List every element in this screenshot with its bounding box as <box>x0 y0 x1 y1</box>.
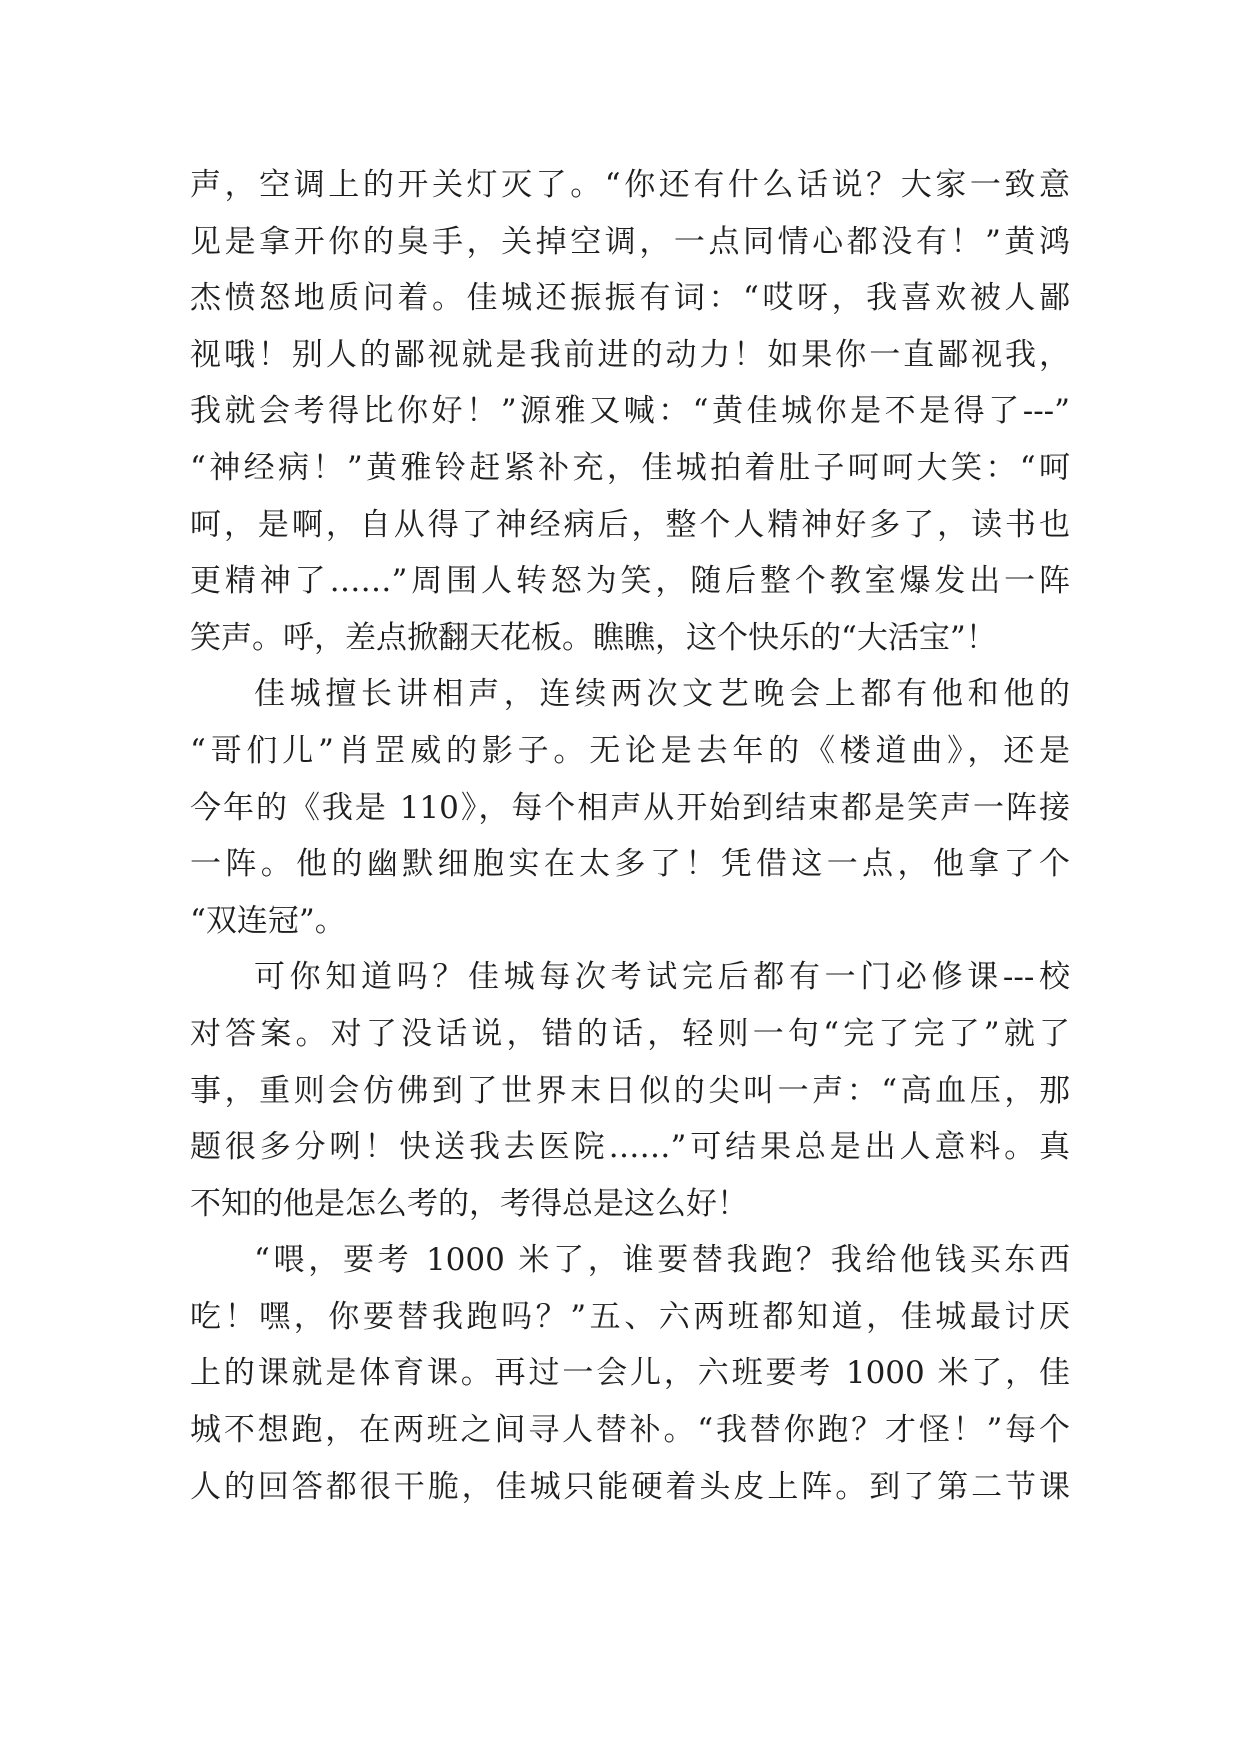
text-line: “哥们儿”肖罡威的影子。无论是去年的《楼道曲》，还是 <box>190 732 1070 769</box>
text-line: 视哦！别人的鄙视就是我前进的动力！如果你一直鄙视我， <box>190 336 1070 373</box>
text-line: 题很多分咧！快送我去医院……”可结果总是出人意料。真 <box>190 1129 1070 1166</box>
text-line: “双连冠”。 <box>190 902 346 939</box>
text-line: 笑声。呼，差点掀翻天花板。瞧瞧，这个快乐的“大活宝”！ <box>190 619 997 656</box>
text-line: 事，重则会仿佛到了世界末日似的尖叫一声：“高血压，那 <box>190 1072 1070 1109</box>
text-line: 见是拿开你的臭手，关掉空调，一点同情心都没有！”黄鸿 <box>190 223 1070 260</box>
paragraph-first-line: 可你知道吗？佳城每次考试完后都有一门必修课---校 <box>254 959 1070 996</box>
text-line: 今年的《我是 110》，每个相声从开始到结束都是笑声一阵接 <box>190 789 1070 826</box>
text-line: 不知的他是怎么考的，考得总是这么好！ <box>190 1185 748 1222</box>
text-line: 吃！嘿，你要替我跑吗？”五、六两班都知道，佳城最讨厌 <box>190 1298 1070 1335</box>
text-line: 我就会考得比你好！”源雅又喊：“黄佳城你是不是得了---” <box>190 393 1070 430</box>
text-line: 杰愤怒地质问着。佳城还振振有词：“哎呀，我喜欢被人鄙 <box>190 280 1070 317</box>
paragraph-first-line: 佳城擅长讲相声，连续两次文艺晚会上都有他和他的 <box>254 676 1070 713</box>
paragraph-first-line: “喂，要考 1000 米了，谁要替我跑？我给他钱买东西 <box>254 1242 1070 1279</box>
text-line: 城不想跑，在两班之间寻人替补。“我替你跑？才怪！”每个 <box>190 1412 1070 1449</box>
body-text <box>190 157 1070 1515</box>
text-line: 上的课就是体育课。再过一会儿，六班要考 1000 米了，佳 <box>190 1355 1070 1392</box>
text-line: “神经病！”黄雅铃赶紧补充，佳城拍着肚子呵呵大笑：“呵 <box>190 449 1070 486</box>
text-line: 对答案。对了没话说，错的话，轻则一句“完了完了”就了 <box>190 1015 1070 1052</box>
text-line: 更精神了……”周围人转怒为笑，随后整个教室爆发出一阵 <box>190 563 1070 600</box>
text-line: 声，空调上的开关灯灭了。“你还有什么话说？大家一致意 <box>190 167 1070 203</box>
text-line: 人的回答都很干脆，佳城只能硬着头皮上阵。到了第二节课 <box>190 1468 1070 1505</box>
text-line: 一阵。他的幽默细胞实在太多了！凭借这一点，他拿了个 <box>190 846 1070 883</box>
text-line: 呵，是啊，自从得了神经病后，整个人精神好多了，读书也 <box>190 506 1070 543</box>
